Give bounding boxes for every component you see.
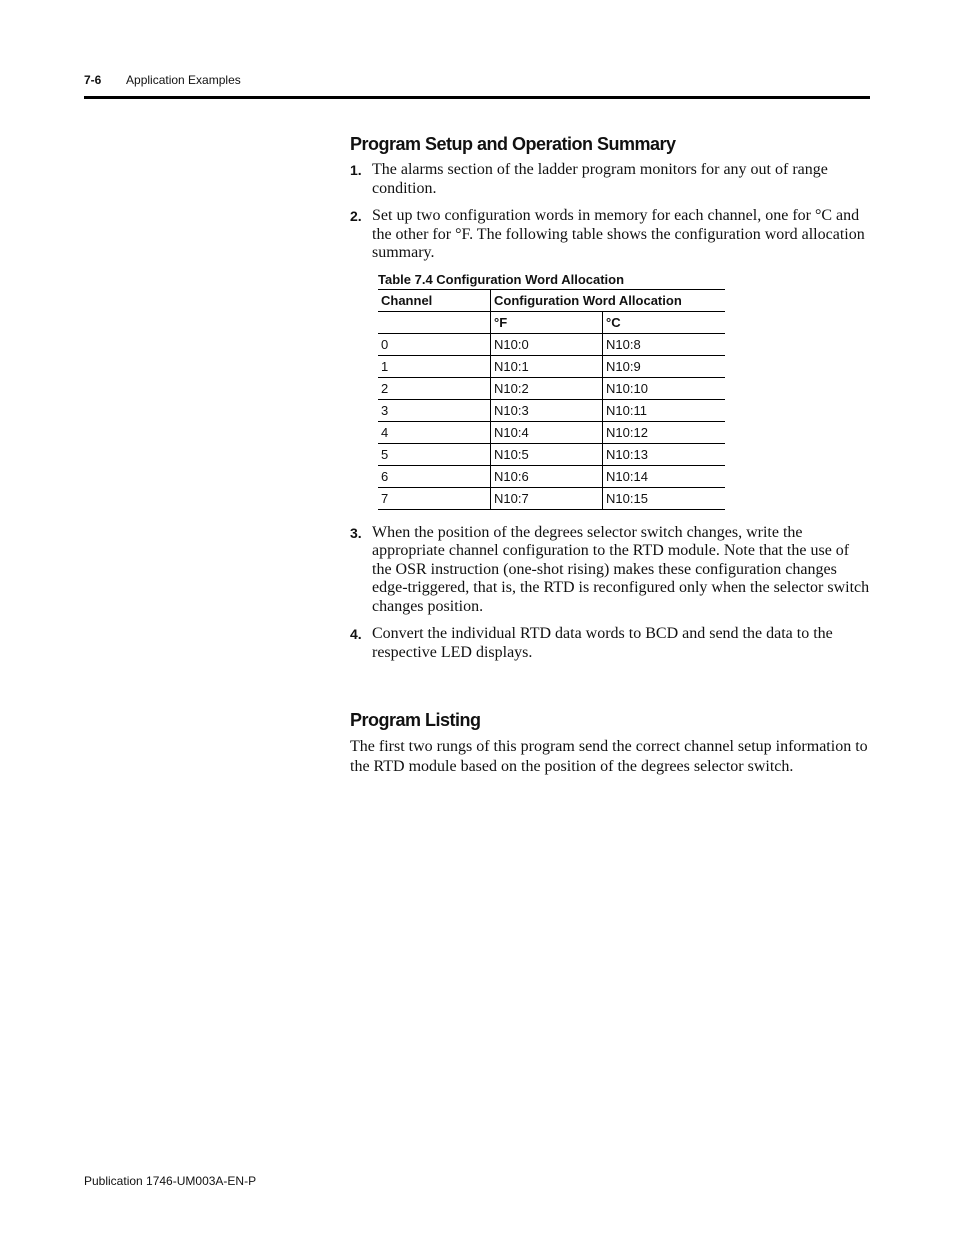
- cell-celsius: N10:9: [603, 355, 726, 377]
- table-row: [378, 465, 725, 487]
- config-word-table: [378, 289, 725, 510]
- table-row: [378, 487, 725, 509]
- cell-celsius: N10:8: [603, 333, 726, 355]
- program-listing-section: [350, 710, 870, 777]
- cell-channel: 0: [378, 333, 491, 355]
- cell-fahrenheit: N10:0: [491, 333, 603, 355]
- cell-channel: 6: [378, 465, 491, 487]
- listing-body-text: The first two rungs of this program send the correct channel setup information to the RTD module based on the position of the degrees selector switch.: [350, 738, 868, 775]
- col-header-c: °C: [603, 311, 726, 333]
- chapter-title: Application Examples: [126, 73, 241, 87]
- cell-channel: 4: [378, 421, 491, 443]
- cell-celsius: N10:14: [603, 465, 726, 487]
- table-row: [378, 377, 725, 399]
- cell-celsius: N10:15: [603, 487, 726, 509]
- table-row: [378, 421, 725, 443]
- publication-footer: Publication 1746-UM003A-EN-P: [84, 1174, 257, 1188]
- table-body: [378, 333, 725, 509]
- col-header-f: °F: [491, 311, 603, 333]
- cell-fahrenheit: N10:7: [491, 487, 603, 509]
- main-content: [350, 134, 870, 777]
- cell-celsius: N10:12: [603, 421, 726, 443]
- step-number: 4.: [350, 626, 362, 642]
- cell-celsius: N10:13: [603, 443, 726, 465]
- col-header-empty: [378, 311, 491, 333]
- cell-channel: 7: [378, 487, 491, 509]
- cell-fahrenheit: N10:2: [491, 377, 603, 399]
- cell-channel: 5: [378, 443, 491, 465]
- step-text: Convert the individual RTD data words to BCD and send the data to the respective LED displays.: [372, 625, 833, 661]
- steps-list-continued: [350, 524, 870, 663]
- list-item: [350, 161, 870, 198]
- list-item: [350, 625, 870, 662]
- step-text: The alarms section of the ladder program monitors for any out of range condition.: [372, 161, 828, 197]
- cell-fahrenheit: N10:4: [491, 421, 603, 443]
- step-number: 3.: [350, 524, 362, 541]
- col-header-group: Configuration Word Allocation: [491, 289, 726, 311]
- header-rule: [84, 96, 870, 99]
- cell-channel: 3: [378, 399, 491, 421]
- config-table-block: [378, 272, 725, 510]
- step-number: 1.: [350, 162, 362, 178]
- table-title: Table 7.4 Configuration Word Allocation: [378, 271, 625, 287]
- step-text: Set up two configuration words in memory for each channel, one for °C and the other for °F. The following table shows the configuration word allocation summary.: [372, 207, 865, 261]
- table-row: [378, 399, 725, 421]
- col-header-channel: Channel: [378, 289, 491, 311]
- cell-celsius: N10:10: [603, 377, 726, 399]
- page-header: [84, 73, 241, 87]
- cell-fahrenheit: N10:6: [491, 465, 603, 487]
- cell-channel: 2: [378, 377, 491, 399]
- cell-fahrenheit: N10:3: [491, 399, 603, 421]
- section-heading-listing: Program Listing: [350, 710, 481, 730]
- step-text: When the position of the degrees selector switch changes, write the appropriate channel configuration to the RTD module. Note that the use of the OSR instruction (one-shot rising) makes these configuration changes edge-triggered, that is, the RTD is reconfigured only when the selector switch changes position.: [372, 523, 870, 615]
- table-row: [378, 333, 725, 355]
- step-number: 2.: [350, 208, 362, 224]
- cell-celsius: N10:11: [603, 399, 726, 421]
- list-item: [350, 524, 870, 617]
- cell-channel: 1: [378, 355, 491, 377]
- table-row: [378, 443, 725, 465]
- table-row: [378, 355, 725, 377]
- list-item: [350, 207, 870, 263]
- cell-fahrenheit: N10:1: [491, 355, 603, 377]
- page-number: 7-6: [84, 73, 102, 87]
- section-heading-setup: Program Setup and Operation Summary: [350, 134, 676, 154]
- cell-fahrenheit: N10:5: [491, 443, 603, 465]
- steps-list: [350, 161, 870, 263]
